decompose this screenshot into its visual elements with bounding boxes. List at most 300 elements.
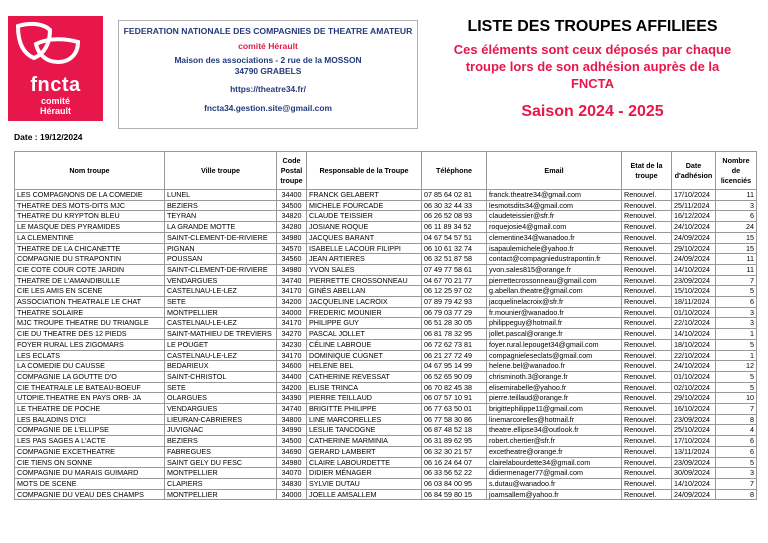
cell-licencies: 5 bbox=[716, 286, 757, 297]
cell-code-postal: 34230 bbox=[277, 339, 307, 350]
cell-date-adhesion: 14/10/2024 bbox=[672, 478, 716, 489]
cell-telephone: 06 77 63 50 01 bbox=[422, 404, 487, 415]
cell-telephone: 07 85 64 02 81 bbox=[422, 190, 487, 201]
cell-telephone: 06 33 56 52 22 bbox=[422, 468, 487, 479]
header-code-postal: Code Postal troupe bbox=[277, 152, 307, 190]
table-body bbox=[15, 190, 757, 500]
cell-telephone: 06 70 82 45 38 bbox=[422, 382, 487, 393]
cell-date-adhesion: 13/11/2024 bbox=[672, 446, 716, 457]
cell-etat: Renouvel. bbox=[622, 371, 672, 382]
cell-email[interactable]: helene.bel@wanadoo.fr bbox=[487, 361, 622, 372]
cell-licencies: 5 bbox=[716, 339, 757, 350]
table-row bbox=[15, 254, 757, 265]
cell-licencies: 7 bbox=[716, 404, 757, 415]
cell-ville: SAINT-CLEMENT-DE-RIVIERE bbox=[165, 264, 277, 275]
header-email: Email bbox=[487, 152, 622, 190]
cell-code-postal: 34980 bbox=[277, 264, 307, 275]
cell-etat: Renouvel. bbox=[622, 329, 672, 340]
cell-code-postal: 34390 bbox=[277, 393, 307, 404]
cell-code-postal: 34400 bbox=[277, 371, 307, 382]
cell-date-adhesion: 24/09/2024 bbox=[672, 489, 716, 500]
cell-ville: POUSSAN bbox=[165, 254, 277, 265]
cell-date-adhesion: 18/11/2024 bbox=[672, 297, 716, 308]
cell-date-adhesion: 24/10/2024 bbox=[672, 222, 716, 233]
troupes-table bbox=[14, 151, 757, 500]
table-row bbox=[15, 275, 757, 286]
cell-email[interactable]: brigittephilippe11@gmail.com bbox=[487, 404, 622, 415]
cell-telephone: 07 49 77 58 61 bbox=[422, 264, 487, 275]
cell-ville: CASTELNAU-LE-LEZ bbox=[165, 350, 277, 361]
cell-etat: Renouvel. bbox=[622, 382, 672, 393]
cell-etat: Renouvel. bbox=[622, 361, 672, 372]
cell-email[interactable]: pierrettecrossonneau@gmail.com bbox=[487, 275, 622, 286]
cell-code-postal: 34170 bbox=[277, 350, 307, 361]
cell-nom-troupe: UTOPIE.THEATRE EN PAYS ORB- JA bbox=[15, 393, 165, 404]
cell-nom-troupe: CIE TIENS ON SONNE bbox=[15, 457, 165, 468]
cell-responsable: YVON SALES bbox=[307, 264, 422, 275]
cell-date-adhesion: 16/12/2024 bbox=[672, 211, 716, 222]
cell-nom-troupe: LES COMPAGNONS DE LA COMEDIE bbox=[15, 190, 165, 201]
table-row bbox=[15, 404, 757, 415]
cell-ville: VENDARGUES bbox=[165, 275, 277, 286]
table-row bbox=[15, 489, 757, 500]
table-row bbox=[15, 329, 757, 340]
cell-telephone: 04 67 70 21 77 bbox=[422, 275, 487, 286]
cell-code-postal: 34980 bbox=[277, 232, 307, 243]
cell-responsable: GINÈS ABELLAN bbox=[307, 286, 422, 297]
cell-nom-troupe: THEATRE DE L'AMANDIBULLE bbox=[15, 275, 165, 286]
cell-date-adhesion: 14/10/2024 bbox=[672, 329, 716, 340]
cell-telephone: 06 87 48 52 18 bbox=[422, 425, 487, 436]
cell-licencies: 11 bbox=[716, 254, 757, 265]
cell-responsable: CATHERINE REVESSAT bbox=[307, 371, 422, 382]
cell-telephone: 06 52 65 90 09 bbox=[422, 371, 487, 382]
cell-date-adhesion: 02/10/2024 bbox=[672, 382, 716, 393]
cell-responsable: FRANCK GELABERT bbox=[307, 190, 422, 201]
cell-telephone: 06 26 52 08 93 bbox=[422, 211, 487, 222]
cell-licencies: 5 bbox=[716, 457, 757, 468]
cell-email[interactable]: clementine34@wanadoo.fr bbox=[487, 232, 622, 243]
cell-email[interactable]: franck.theatre34@gmail.com bbox=[487, 190, 622, 201]
cell-nom-troupe: THEATRE DU KRYPTON BLEU bbox=[15, 211, 165, 222]
cell-code-postal: 34820 bbox=[277, 211, 307, 222]
table-row bbox=[15, 371, 757, 382]
cell-ville: SAINT GELY DU FESC bbox=[165, 457, 277, 468]
cell-nom-troupe: CIE COTE COUR COTE JARDIN bbox=[15, 264, 165, 275]
cell-date-adhesion: 17/10/2024 bbox=[672, 436, 716, 447]
table-row bbox=[15, 350, 757, 361]
cell-etat: Renouvel. bbox=[622, 350, 672, 361]
cell-email[interactable]: roquejosie4@gmail.com bbox=[487, 222, 622, 233]
cell-responsable: ISABELLE LACOUR FILIPPI bbox=[307, 243, 422, 254]
cell-code-postal: 34280 bbox=[277, 222, 307, 233]
cell-email[interactable]: g.abellan.theatre@gmail.com bbox=[487, 286, 622, 297]
cell-responsable: ELISE TRINCA bbox=[307, 382, 422, 393]
cell-nom-troupe: FOYER RURAL LES ZIGOMARS bbox=[15, 339, 165, 350]
cell-email[interactable]: yvon.sales815@orange.fr bbox=[487, 264, 622, 275]
cell-email[interactable]: fr.mounier@wanadoo.fr bbox=[487, 307, 622, 318]
cell-code-postal: 34570 bbox=[277, 243, 307, 254]
page-title: LISTE DES TROUPES AFFILIEES bbox=[467, 18, 718, 35]
cell-email[interactable]: lesmotsdits34@gmail.com bbox=[487, 200, 622, 211]
cell-date-adhesion: 15/10/2024 bbox=[672, 286, 716, 297]
cell-nom-troupe: COMPAGNIE DE L'ELLIPSE bbox=[15, 425, 165, 436]
cell-telephone: 06 51 28 30 05 bbox=[422, 318, 487, 329]
cell-email[interactable]: isapaulemichele@yahoo.fr bbox=[487, 243, 622, 254]
cell-email[interactable]: contact@compagniedustrapontin.fr bbox=[487, 254, 622, 265]
cell-responsable: CÉLINE LABROUE bbox=[307, 339, 422, 350]
cell-ville: SETE bbox=[165, 297, 277, 308]
cell-email[interactable]: jollet.pascal@orange.fr bbox=[487, 329, 622, 340]
cell-nom-troupe: THEATRE DE LA CHICANETTE bbox=[15, 243, 165, 254]
cell-email[interactable]: robert.chertier@sfr.fr bbox=[487, 436, 622, 447]
table-row bbox=[15, 361, 757, 372]
cell-responsable: LESLIE TANCOGNE bbox=[307, 425, 422, 436]
cell-responsable: DOMINIQUE CUGNET bbox=[307, 350, 422, 361]
cell-nom-troupe: MJC TROUPE THEATRE DU TRIANGLE bbox=[15, 318, 165, 329]
cell-licencies: 15 bbox=[716, 243, 757, 254]
cell-nom-troupe: LES ECLATS bbox=[15, 350, 165, 361]
cell-ville: PIGNAN bbox=[165, 243, 277, 254]
table-row bbox=[15, 318, 757, 329]
table-row bbox=[15, 264, 757, 275]
cell-responsable: JACQUES BARANT bbox=[307, 232, 422, 243]
cell-code-postal: 34980 bbox=[277, 457, 307, 468]
cell-licencies: 7 bbox=[716, 478, 757, 489]
cell-date-adhesion: 29/10/2024 bbox=[672, 243, 716, 254]
cell-date-adhesion: 25/10/2024 bbox=[672, 425, 716, 436]
cell-telephone: 06 84 59 80 15 bbox=[422, 489, 487, 500]
cell-email[interactable]: joamsallem@yahoo.fr bbox=[487, 489, 622, 500]
logo-line-3: Hérault bbox=[39, 106, 71, 116]
cell-email[interactable]: foyer.rural.lepouget34@gmail.com bbox=[487, 339, 622, 350]
cell-telephone: 06 12 25 97 02 bbox=[422, 286, 487, 297]
cell-telephone: 06 21 27 72 49 bbox=[422, 350, 487, 361]
cell-etat: Renouvel. bbox=[622, 393, 672, 404]
cell-code-postal: 34990 bbox=[277, 425, 307, 436]
cell-email[interactable]: philippeguy@hotmail.fr bbox=[487, 318, 622, 329]
cell-etat: Renouvel. bbox=[622, 339, 672, 350]
cell-licencies: 8 bbox=[716, 414, 757, 425]
fncta-logo bbox=[8, 16, 103, 121]
header-etat: Etat de la troupe bbox=[622, 152, 672, 190]
cell-telephone: 07 89 79 42 93 bbox=[422, 297, 487, 308]
cell-ville: BEDARIEUX bbox=[165, 361, 277, 372]
cell-code-postal: 34800 bbox=[277, 414, 307, 425]
cell-code-postal: 34170 bbox=[277, 286, 307, 297]
cell-etat: Renouvel. bbox=[622, 286, 672, 297]
cell-email[interactable]: chrisminoth.3@orange.fr bbox=[487, 371, 622, 382]
cell-nom-troupe: COMPAGNIE DU VEAU DES CHAMPS bbox=[15, 489, 165, 500]
cell-code-postal: 34200 bbox=[277, 382, 307, 393]
cell-code-postal: 34200 bbox=[277, 297, 307, 308]
cell-nom-troupe: LES BALADINS D'ICI bbox=[15, 414, 165, 425]
cell-responsable: JEAN ARTIERES bbox=[307, 254, 422, 265]
table-row bbox=[15, 468, 757, 479]
cell-etat: Renouvel. bbox=[622, 222, 672, 233]
cell-ville: MONTPELLIER bbox=[165, 307, 277, 318]
page-subtitle: Ces éléments sont ceux déposés par chaque troupe lors de son adhésion auprès de la FNCTA bbox=[453, 42, 732, 91]
cell-etat: Renouvel. bbox=[622, 275, 672, 286]
cell-etat: Renouvel. bbox=[622, 478, 672, 489]
federation-name: FEDERATION NATIONALE DES COMPAGNIES DE THEATRE AMATEUR bbox=[123, 26, 413, 36]
cell-responsable: HELENE BEL bbox=[307, 361, 422, 372]
cell-ville: CASTELNAU-LE-LEZ bbox=[165, 286, 277, 297]
federation-email-link[interactable]: fncta34.gestion.site@gmail.com bbox=[204, 103, 332, 113]
cell-etat: Renouvel. bbox=[622, 243, 672, 254]
cell-etat: Renouvel. bbox=[622, 446, 672, 457]
cell-licencies: 5 bbox=[716, 371, 757, 382]
cell-email[interactable]: elisemirabelle@yahoo.fr bbox=[487, 382, 622, 393]
cell-responsable: CLAUDE TEISSIER bbox=[307, 211, 422, 222]
cell-code-postal: 34070 bbox=[277, 468, 307, 479]
cell-ville: SAINT-MATHIEU DE TREVIERS bbox=[165, 329, 277, 340]
cell-etat: Renouvel. bbox=[622, 404, 672, 415]
cell-nom-troupe: LE MASQUE DES PYRAMIDES bbox=[15, 222, 165, 233]
table-row bbox=[15, 339, 757, 350]
header-telephone: Téléphone bbox=[422, 152, 487, 190]
cell-date-adhesion: 24/09/2024 bbox=[672, 254, 716, 265]
cell-date-adhesion: 14/10/2024 bbox=[672, 264, 716, 275]
cell-date-adhesion: 17/10/2024 bbox=[672, 190, 716, 201]
cell-responsable: JOSIANE ROQUE bbox=[307, 222, 422, 233]
cell-date-adhesion: 30/09/2024 bbox=[672, 468, 716, 479]
cell-telephone: 06 16 24 64 07 bbox=[422, 457, 487, 468]
cell-date-adhesion: 16/10/2024 bbox=[672, 404, 716, 415]
cell-email[interactable]: clairelabourdette34@gmail.com bbox=[487, 457, 622, 468]
table-row bbox=[15, 243, 757, 254]
cell-responsable: GERARD LAMBERT bbox=[307, 446, 422, 457]
cell-etat: Renouvel. bbox=[622, 297, 672, 308]
cell-nom-troupe: THEATRE DES MOTS-DITS MJC bbox=[15, 200, 165, 211]
cell-email[interactable]: excetheatre@orange.fr bbox=[487, 446, 622, 457]
cell-etat: Renouvel. bbox=[622, 211, 672, 222]
cell-nom-troupe: COMPAGNIE EXCETHEATRE bbox=[15, 446, 165, 457]
cell-licencies: 6 bbox=[716, 211, 757, 222]
cell-responsable: CATHERINE MARMINIA bbox=[307, 436, 422, 447]
table-row bbox=[15, 286, 757, 297]
cell-telephone: 06 72 62 73 81 bbox=[422, 339, 487, 350]
logo-line-2: comité bbox=[40, 96, 70, 106]
cell-licencies: 3 bbox=[716, 307, 757, 318]
table-header-row bbox=[15, 152, 757, 190]
table-row bbox=[15, 232, 757, 243]
cell-licencies: 1 bbox=[716, 350, 757, 361]
cell-nom-troupe: LES PAS SAGES A L'ACTE bbox=[15, 436, 165, 447]
cell-responsable: MICHELE FOURCADE bbox=[307, 200, 422, 211]
cell-licencies: 6 bbox=[716, 297, 757, 308]
header-ville-troupe: Ville troupe bbox=[165, 152, 277, 190]
cell-licencies: 8 bbox=[716, 489, 757, 500]
cell-etat: Renouvel. bbox=[622, 489, 672, 500]
cell-etat: Renouvel. bbox=[622, 457, 672, 468]
cell-licencies: 3 bbox=[716, 200, 757, 211]
cell-date-adhesion: 23/09/2024 bbox=[672, 414, 716, 425]
cell-licencies: 10 bbox=[716, 393, 757, 404]
cell-licencies: 24 bbox=[716, 222, 757, 233]
cell-etat: Renouvel. bbox=[622, 436, 672, 447]
cell-telephone: 06 07 57 10 91 bbox=[422, 393, 487, 404]
cell-ville: LE POUGET bbox=[165, 339, 277, 350]
cell-nom-troupe: COMPAGNIE DU MARAIS GUIMARD bbox=[15, 468, 165, 479]
cell-nom-troupe: ASSOCIATION THEATRALE LE CHAT bbox=[15, 297, 165, 308]
cell-ville: LUNEL bbox=[165, 190, 277, 201]
cell-telephone: 04 67 95 14 99 bbox=[422, 361, 487, 372]
cell-nom-troupe: LA COMEDIE DU CAUSSE bbox=[15, 361, 165, 372]
cell-responsable: DIDIER MÉNAGER bbox=[307, 468, 422, 479]
cell-etat: Renouvel. bbox=[622, 232, 672, 243]
cell-code-postal: 34500 bbox=[277, 436, 307, 447]
cell-telephone: 06 03 84 00 95 bbox=[422, 478, 487, 489]
cell-email[interactable]: jacquelinelacroix@sfr.fr bbox=[487, 297, 622, 308]
cell-email[interactable]: linemarcorelles@hotmail.fr bbox=[487, 414, 622, 425]
cell-etat: Renouvel. bbox=[622, 425, 672, 436]
cell-responsable: FREDERIC MOUNIER bbox=[307, 307, 422, 318]
cell-email[interactable]: theatre.ellipse34@outlook.fr bbox=[487, 425, 622, 436]
cell-email[interactable]: didiermenager77@gmail.com bbox=[487, 468, 622, 479]
cell-ville: SAINT-CLEMENT-DE-RIVIERE bbox=[165, 232, 277, 243]
cell-code-postal: 34000 bbox=[277, 489, 307, 500]
season-label: Saison 2024 - 2025 bbox=[521, 103, 664, 120]
cell-etat: Renouvel. bbox=[622, 307, 672, 318]
cell-nom-troupe: THEATRE SOLAIRE bbox=[15, 307, 165, 318]
cell-ville: BEZIERS bbox=[165, 436, 277, 447]
cell-date-adhesion: 22/10/2024 bbox=[672, 350, 716, 361]
cell-ville: BEZIERS bbox=[165, 200, 277, 211]
table-row bbox=[15, 222, 757, 233]
cell-code-postal: 34000 bbox=[277, 307, 307, 318]
cell-code-postal: 34830 bbox=[277, 478, 307, 489]
cell-code-postal: 34740 bbox=[277, 275, 307, 286]
cell-date-adhesion: 23/09/2024 bbox=[672, 457, 716, 468]
cell-etat: Renouvel. bbox=[622, 264, 672, 275]
cell-nom-troupe: COMPAGNIE DU STRAPONTIN bbox=[15, 254, 165, 265]
table-row bbox=[15, 190, 757, 201]
cell-etat: Renouvel. bbox=[622, 200, 672, 211]
cell-email[interactable]: pierre.teillaud@orange.fr bbox=[487, 393, 622, 404]
cell-licencies: 15 bbox=[716, 232, 757, 243]
cell-code-postal: 34270 bbox=[277, 329, 307, 340]
cell-licencies: 3 bbox=[716, 468, 757, 479]
cell-nom-troupe: COMPAGNIE LA GOUTTE D'O bbox=[15, 371, 165, 382]
cell-telephone: 06 31 89 62 95 bbox=[422, 436, 487, 447]
logo-brand: fncta bbox=[30, 74, 81, 96]
cell-responsable: PIERRE TEILLAUD bbox=[307, 393, 422, 404]
cell-code-postal: 34400 bbox=[277, 190, 307, 201]
cell-date-adhesion: 01/10/2024 bbox=[672, 371, 716, 382]
cell-telephone: 06 11 89 34 52 bbox=[422, 222, 487, 233]
table-row bbox=[15, 414, 757, 425]
table-row bbox=[15, 436, 757, 447]
cell-responsable: SYLVIE DUTAU bbox=[307, 478, 422, 489]
cell-telephone: 06 30 32 44 33 bbox=[422, 200, 487, 211]
cell-licencies: 11 bbox=[716, 264, 757, 275]
cell-date-adhesion: 24/10/2024 bbox=[672, 361, 716, 372]
cell-responsable: PHILIPPE GUY bbox=[307, 318, 422, 329]
header-nombre-licencies: Nombre de licenciés bbox=[716, 152, 757, 190]
cell-code-postal: 34500 bbox=[277, 200, 307, 211]
table-row bbox=[15, 393, 757, 404]
cell-licencies: 11 bbox=[716, 190, 757, 201]
cell-telephone: 04 67 54 57 51 bbox=[422, 232, 487, 243]
federation-address-1: Maison des associations - 2 rue de la MOSSON bbox=[174, 55, 362, 65]
cell-email[interactable]: s.dutau@wanadoo.fr bbox=[487, 478, 622, 489]
table-row bbox=[15, 200, 757, 211]
cell-licencies: 12 bbox=[716, 361, 757, 372]
cell-telephone: 06 81 78 32 95 bbox=[422, 329, 487, 340]
cell-telephone: 06 77 58 30 86 bbox=[422, 414, 487, 425]
cell-nom-troupe: MOTS DE SCENE bbox=[15, 478, 165, 489]
cell-ville: SAINT-CHRISTOL bbox=[165, 371, 277, 382]
table-row bbox=[15, 457, 757, 468]
theatre-masks-icon bbox=[14, 20, 84, 64]
table-row bbox=[15, 307, 757, 318]
cell-etat: Renouvel. bbox=[622, 254, 672, 265]
cell-ville: TEYRAN bbox=[165, 211, 277, 222]
cell-responsable: CLAIRE LABOURDETTE bbox=[307, 457, 422, 468]
cell-nom-troupe: CIE THEATRALE LE BATEAU-BOEUF bbox=[15, 382, 165, 393]
table-row bbox=[15, 382, 757, 393]
cell-date-adhesion: 23/09/2024 bbox=[672, 275, 716, 286]
table-row bbox=[15, 446, 757, 457]
cell-date-adhesion: 24/09/2024 bbox=[672, 232, 716, 243]
cell-ville: FABREGUES bbox=[165, 446, 277, 457]
cell-telephone: 06 10 61 32 74 bbox=[422, 243, 487, 254]
table-row bbox=[15, 297, 757, 308]
cell-date-adhesion: 22/10/2024 bbox=[672, 318, 716, 329]
cell-ville: LA GRANDE MOTTE bbox=[165, 222, 277, 233]
table-row bbox=[15, 425, 757, 436]
cell-responsable: PASCAL JOLLET bbox=[307, 329, 422, 340]
cell-date-adhesion: 29/10/2024 bbox=[672, 393, 716, 404]
federation-address-2: 34790 GRABELS bbox=[234, 66, 302, 76]
cell-licencies: 6 bbox=[716, 446, 757, 457]
cell-licencies: 5 bbox=[716, 382, 757, 393]
cell-email[interactable]: compagnieleseclats@gmail.com bbox=[487, 350, 622, 361]
cell-ville: CLAPIERS bbox=[165, 478, 277, 489]
cell-etat: Renouvel. bbox=[622, 190, 672, 201]
cell-responsable: BRIGITTE PHILIPPE bbox=[307, 404, 422, 415]
cell-date-adhesion: 01/10/2024 bbox=[672, 307, 716, 318]
cell-etat: Renouvel. bbox=[622, 414, 672, 425]
cell-code-postal: 34600 bbox=[277, 361, 307, 372]
cell-licencies: 7 bbox=[716, 275, 757, 286]
federation-website-link[interactable]: https://theatre34.fr/ bbox=[230, 84, 306, 94]
cell-ville: MONTPELLIER bbox=[165, 489, 277, 500]
cell-ville: SETE bbox=[165, 382, 277, 393]
cell-ville: VENDARGUES bbox=[165, 404, 277, 415]
cell-nom-troupe: CIE DU THEATRE DES 12 PIEDS bbox=[15, 329, 165, 340]
cell-responsable: JACQUELINE LACROIX bbox=[307, 297, 422, 308]
document-date: Date : 19/12/2024 bbox=[14, 132, 83, 142]
cell-code-postal: 34690 bbox=[277, 446, 307, 457]
cell-email[interactable]: claudeteissier@sfr.fr bbox=[487, 211, 622, 222]
header-date-adhesion: Date d'adhésion bbox=[672, 152, 716, 190]
federation-committee: comité Hérault bbox=[238, 41, 298, 51]
cell-etat: Renouvel. bbox=[622, 468, 672, 479]
cell-ville: MONTPELLIER bbox=[165, 468, 277, 479]
cell-nom-troupe: LA CLEMENTINE bbox=[15, 232, 165, 243]
cell-code-postal: 34560 bbox=[277, 254, 307, 265]
cell-date-adhesion: 25/11/2024 bbox=[672, 200, 716, 211]
cell-telephone: 06 79 03 77 29 bbox=[422, 307, 487, 318]
cell-nom-troupe: LE THEATRE DE POCHE bbox=[15, 404, 165, 415]
cell-ville: CASTELNAU-LE-LEZ bbox=[165, 318, 277, 329]
cell-telephone: 06 32 51 87 58 bbox=[422, 254, 487, 265]
cell-date-adhesion: 18/10/2024 bbox=[672, 339, 716, 350]
cell-ville: LIEURAN-CABRIERES bbox=[165, 414, 277, 425]
cell-responsable: JOELLE AMSALLEM bbox=[307, 489, 422, 500]
